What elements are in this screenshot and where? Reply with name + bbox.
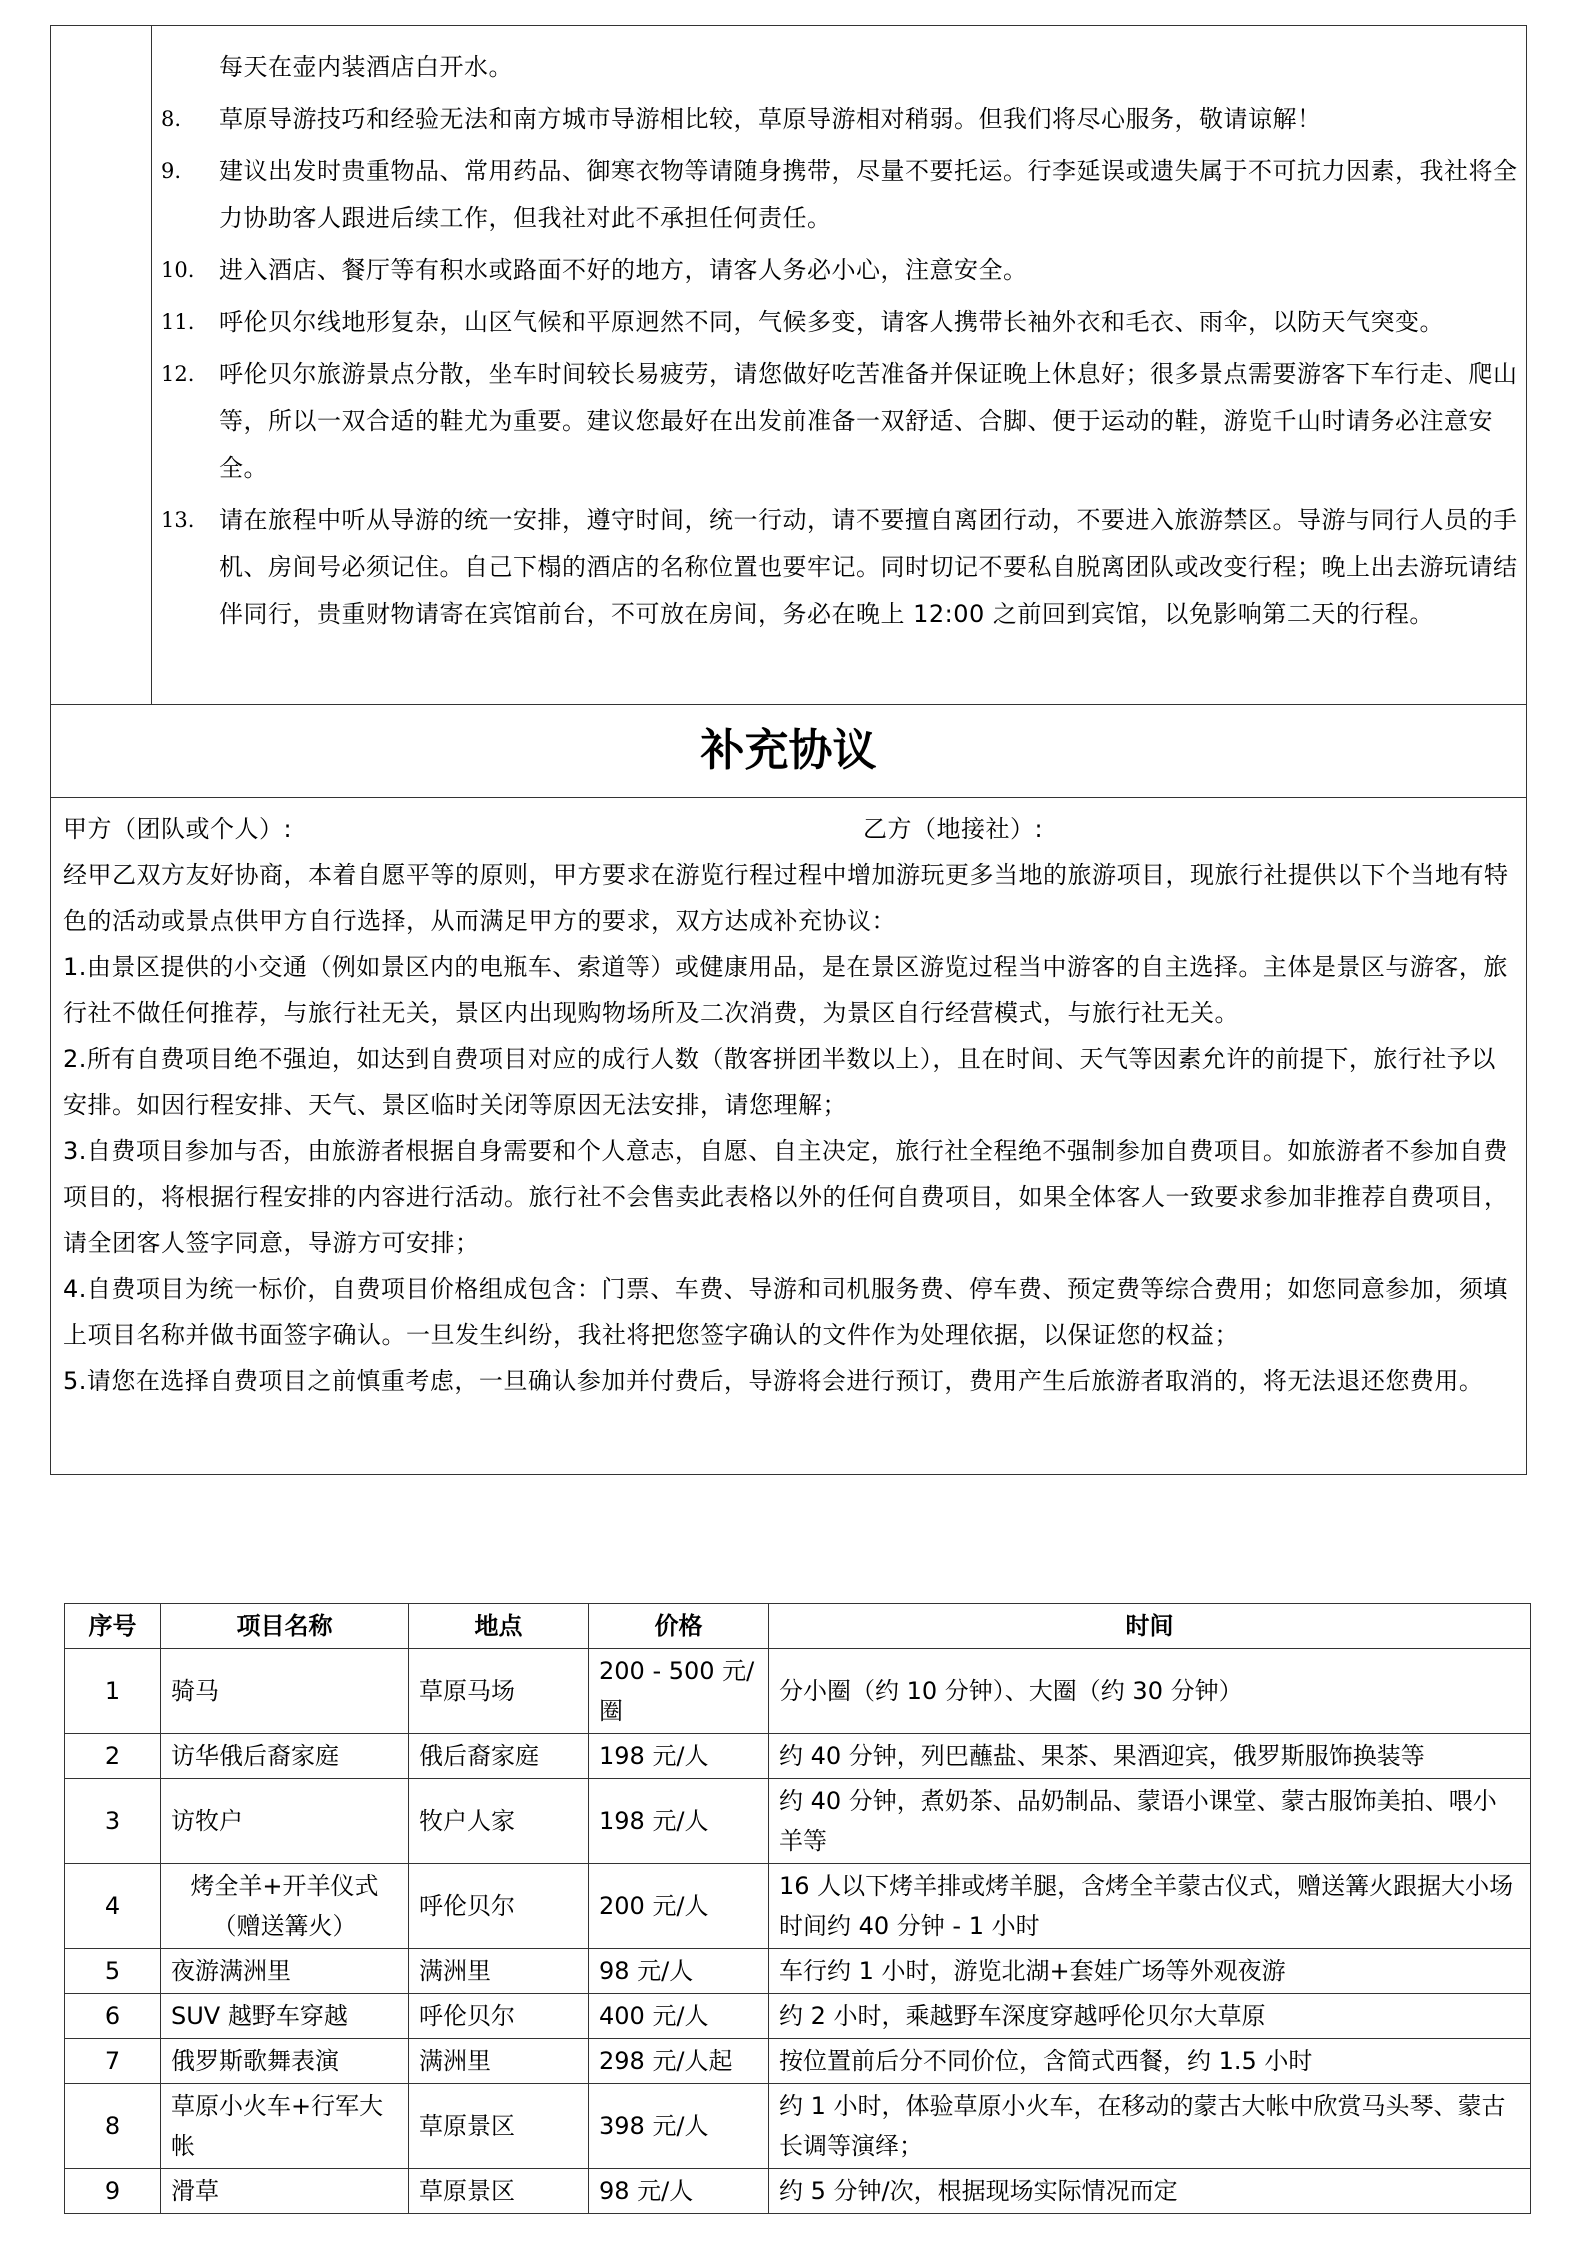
- cell-price: 400 元/人: [589, 1994, 769, 2039]
- note-text: 草原导游技巧和经验无法和南方城市导游相比较，草原导游相对稍弱。但我们将尽心服务，敬请谅解！: [219, 105, 1322, 133]
- cell-name: 骑马: [161, 1649, 409, 1734]
- note-item: [161, 96, 1521, 143]
- cell-place: 呼伦贝尔: [409, 1864, 589, 1949]
- cell-time: 分小圈（约 10 分钟）、大圈（约 30 分钟）: [769, 1649, 1531, 1734]
- agreement-clause: 2.所有自费项目绝不强迫，如达到自费项目对应的成行人数（散客拼团半数以上），且在时间、天气等因素允许的前提下，旅行社予以安排。如因行程安排、天气、景区临时关闭等原因无法安排，请您理解；: [63, 1045, 1496, 1119]
- note-item: [161, 148, 1521, 242]
- agreement-parties: [51, 798, 1526, 852]
- note-number: 8.: [161, 107, 182, 131]
- notes-section: [50, 25, 1527, 705]
- cell-place: 牧户人家: [409, 1779, 589, 1864]
- note-item: [161, 247, 1521, 294]
- note-text: 呼伦贝尔线地形复杂，山区气候和平原迥然不同，气候多变，请客人携带长袖外衣和毛衣、雨伞，以防天气突变。: [219, 308, 1444, 336]
- cell-name: 草原小火车+行军大帐: [161, 2084, 409, 2169]
- cell-name: 烤全羊+开羊仪式（赠送篝火）: [161, 1864, 409, 1949]
- cell-time: 约 2 小时，乘越野车深度穿越呼伦贝尔大草原: [769, 1994, 1531, 2039]
- cell-time: 16 人以下烤羊排或烤羊腿，含烤全羊蒙古仪式，赠送篝火跟据大小场时间约 40 分钟 - 1 小时: [769, 1864, 1531, 1949]
- cell-no: 9: [65, 2169, 161, 2214]
- cell-price: 98 元/人: [589, 1949, 769, 1994]
- agreement-clause: 4.自费项目为统一标价，自费项目价格组成包含：门票、车费、导游和司机服务费、停车费、预定费等综合费用；如您同意参加，须填上项目名称并做书面签字确认。一旦发生纠纷，我社将把您签字确认的文件作为处理依据，以保证您的权益；: [63, 1275, 1508, 1349]
- note-item: [161, 497, 1521, 638]
- cell-place: 草原景区: [409, 2169, 589, 2214]
- cell-time: 车行约 1 小时，游览北湖+套娃广场等外观夜游: [769, 1949, 1531, 1994]
- note-number: 13.: [161, 508, 195, 532]
- cell-name: 滑草: [161, 2169, 409, 2214]
- cell-no: 8: [65, 2084, 161, 2169]
- note-number: 9.: [161, 159, 182, 183]
- header-time: 时间: [769, 1604, 1531, 1649]
- agreement-body: [51, 852, 1526, 1404]
- agreement-clause: 3.自费项目参加与否，由旅游者根据自身需要和个人意志，自愿、自主决定，旅行社全程绝不强制参加自费项目。如旅游者不参加自费项目的，将根据行程安排的内容进行活动。旅行社不会售卖此表格以外的任何自费项目，如果全体客人一致要求参加非推荐自费项目，请全团客人签字同意，导游方可安排；: [63, 1137, 1509, 1257]
- table-row: [65, 2084, 1531, 2169]
- table-row: [65, 1949, 1531, 1994]
- table-row: [65, 1864, 1531, 1949]
- table-row: [65, 2039, 1531, 2084]
- table-row: [65, 1649, 1531, 1734]
- cell-name: SUV 越野车穿越: [161, 1994, 409, 2039]
- notes-list: [161, 44, 1521, 643]
- header-price: 价格: [589, 1604, 769, 1649]
- fee-table-wrapper: [64, 1603, 1530, 2214]
- table-row: [65, 2169, 1531, 2214]
- cell-no: 7: [65, 2039, 161, 2084]
- cell-price: 98 元/人: [589, 2169, 769, 2214]
- cell-name: 访华俄后裔家庭: [161, 1734, 409, 1779]
- cell-price: 398 元/人: [589, 2084, 769, 2169]
- cell-price: 198 元/人: [589, 1779, 769, 1864]
- party-a-label: 甲方（团队或个人）:: [63, 815, 293, 843]
- agreement-intro: 经甲乙双方友好协商，本着自愿平等的原则，甲方要求在游览行程过程中增加游玩更多当地的旅游项目，现旅行社提供以下个当地有特色的活动或景点供甲方自行选择，从而满足甲方的要求，双方达成补充协议：: [63, 861, 1509, 935]
- agreement-clause: 1.由景区提供的小交通（例如景区内的电瓶车、索道等）或健康用品，是在景区游览过程当中游客的自主选择。主体是景区与游客，旅行社不做任何推荐，与旅行社无关，景区内出现购物场所及二次消费，为景区自行经营模式，与旅行社无关。: [63, 953, 1508, 1027]
- table-row: [65, 1994, 1531, 2039]
- agreement-title: 补充协议: [51, 705, 1526, 798]
- header-no: 序号: [65, 1604, 161, 1649]
- cell-no: 3: [65, 1779, 161, 1864]
- note-number: 12.: [161, 362, 195, 386]
- table-header-row: [65, 1604, 1531, 1649]
- note-number: 11.: [161, 310, 195, 334]
- fee-table: [64, 1603, 1531, 2214]
- notes-divider: [151, 26, 152, 704]
- note-item: [161, 299, 1521, 346]
- cell-time: 约 1 小时，体验草原小火车，在移动的蒙古大帐中欣赏马头琴、蒙古长调等演绎；: [769, 2084, 1531, 2169]
- cell-place: 草原景区: [409, 2084, 589, 2169]
- cell-place: 呼伦贝尔: [409, 1994, 589, 2039]
- cell-no: 5: [65, 1949, 161, 1994]
- cell-place: 满洲里: [409, 1949, 589, 1994]
- note-text: 请在旅程中听从导游的统一安排，遵守时间，统一行动，请不要擅自离团行动，不要进入旅游禁区。导游与同行人员的手机、房间号必须记住。自己下榻的酒店的名称位置也要牢记。同时切记不要私自脱离团队或改变行程；晚上出去游玩请结伴同行，贵重财物请寄在宾馆前台，不可放在房间，务必在晚上 12:00 之前回到宾馆，以免影响第二天的行程。: [219, 506, 1518, 628]
- cell-time: 按位置前后分不同价位，含简式西餐，约 1.5 小时: [769, 2039, 1531, 2084]
- cell-name: 夜游满洲里: [161, 1949, 409, 1994]
- party-b-label: 乙方（地接社）:: [863, 815, 1044, 843]
- cell-time: 约 5 分钟/次，根据现场实际情况而定: [769, 2169, 1531, 2214]
- cell-time: 约 40 分钟，列巴蘸盐、果茶、果酒迎宾，俄罗斯服饰换装等: [769, 1734, 1531, 1779]
- cell-no: 2: [65, 1734, 161, 1779]
- cell-price: 298 元/人起: [589, 2039, 769, 2084]
- header-place: 地点: [409, 1604, 589, 1649]
- cell-no: 6: [65, 1994, 161, 2039]
- note-continuation: [161, 44, 1521, 91]
- cell-time: 约 40 分钟，煮奶茶、品奶制品、蒙语小课堂、蒙古服饰美拍、喂小羊等: [769, 1779, 1531, 1864]
- note-text: 呼伦贝尔旅游景点分散，坐车时间较长易疲劳，请您做好吃苦准备并保证晚上休息好；很多景点需要游客下车行走、爬山等，所以一双合适的鞋尤为重要。建议您最好在出发前准备一双舒适、合脚、便于运动的鞋，游览千山时请务必注意安全。: [219, 360, 1518, 482]
- cell-place: 草原马场: [409, 1649, 589, 1734]
- agreement-clause: 5.请您在选择自费项目之前慎重考虑，一旦确认参加并付费后，导游将会进行预订，费用产生后旅游者取消的，将无法退还您费用。: [63, 1367, 1484, 1395]
- supplementary-agreement: [50, 705, 1527, 1475]
- header-name: 项目名称: [161, 1604, 409, 1649]
- cell-price: 198 元/人: [589, 1734, 769, 1779]
- cell-price: 200 元/人: [589, 1864, 769, 1949]
- cell-no: 4: [65, 1864, 161, 1949]
- note-text: 建议出发时贵重物品、常用药品、御寒衣物等请随身携带，尽量不要托运。行李延误或遗失属于不可抗力因素，我社将全力协助客人跟进后续工作，但我社对此不承担任何责任。: [219, 157, 1518, 232]
- cell-no: 1: [65, 1649, 161, 1734]
- table-row: [65, 1734, 1531, 1779]
- cell-place: 满洲里: [409, 2039, 589, 2084]
- cell-name: 访牧户: [161, 1779, 409, 1864]
- cell-price: 200 - 500 元/圈: [589, 1649, 769, 1734]
- note-item: [161, 351, 1521, 492]
- table-row: [65, 1779, 1531, 1864]
- note-number: 10.: [161, 258, 195, 282]
- cell-name: 俄罗斯歌舞表演: [161, 2039, 409, 2084]
- cell-place: 俄后裔家庭: [409, 1734, 589, 1779]
- note-text: 进入酒店、餐厅等有积水或路面不好的地方，请客人务必小心，注意安全。: [219, 256, 1028, 284]
- note-text: 每天在壶内装酒店白开水。: [219, 53, 513, 81]
